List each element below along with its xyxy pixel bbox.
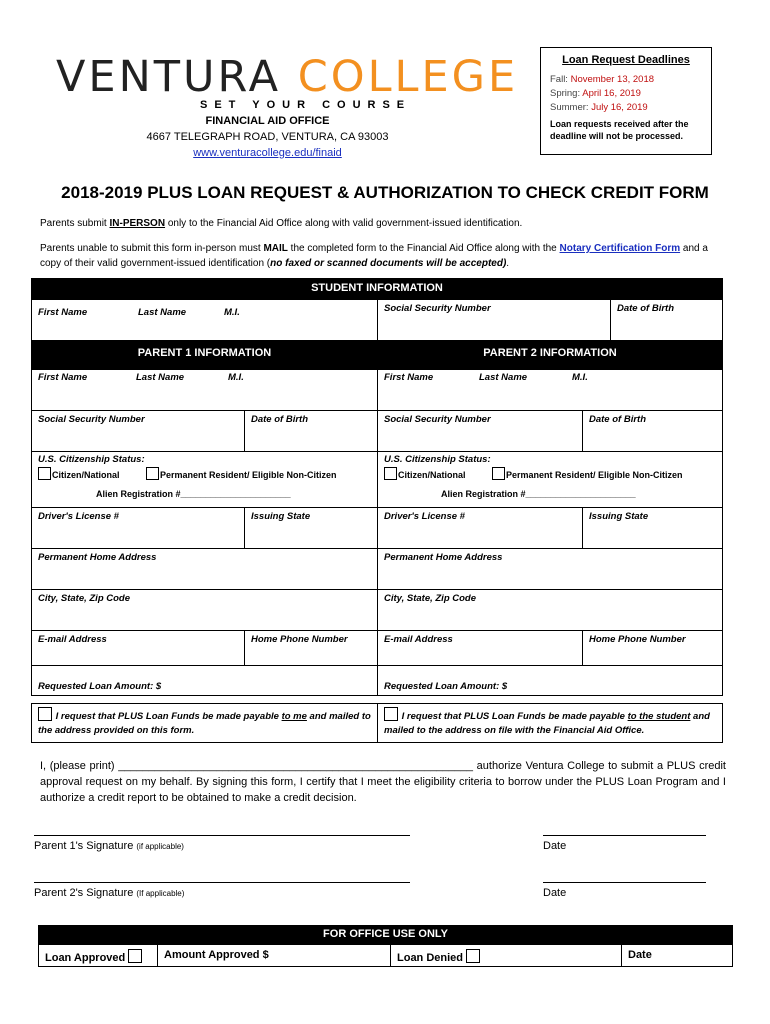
parent1-issuing-state-field[interactable]: Issuing State: [244, 507, 378, 549]
form-title: 2018-2019 PLUS LOAN REQUEST & AUTHORIZATION TO CHECK CREDIT FORM: [61, 183, 709, 202]
parent2-payable-option[interactable]: I request that PLUS Loan Funds be made payable to the student and mailed to the address on file with the Financial Aid Office.: [377, 703, 723, 743]
parent1-citizen-checkbox[interactable]: [38, 467, 51, 480]
deadlines-box: Loan Request Deadlines Fall: November 13, 2018 Spring: April 16, 2019 Summer: July 16, 2019 Loan requests received after the deadline will not be processed.: [540, 47, 712, 155]
parent2-resident-checkbox[interactable]: [492, 467, 505, 480]
parent2-address-field[interactable]: Permanent Home Address: [377, 548, 723, 590]
parent1-license-field[interactable]: Driver's License #: [31, 507, 245, 549]
student-dob-field[interactable]: Date of Birth: [610, 299, 723, 341]
parent1-payable-checkbox[interactable]: [38, 707, 52, 721]
loan-denied-checkbox[interactable]: [466, 949, 480, 963]
parent1-email-field[interactable]: E-mail Address: [31, 630, 245, 666]
loan-approved-field: Loan Approved: [38, 944, 158, 967]
office-date-field[interactable]: Date: [621, 944, 733, 967]
parent1-signature-label: Parent 1's Signature (if applicable): [34, 840, 184, 852]
spring-deadline: April 16, 2019: [582, 88, 641, 99]
loan-denied-field: Loan Denied: [390, 944, 622, 967]
office-address: 4667 TELEGRAPH ROAD, VENTURA, CA 93003: [146, 131, 389, 143]
parent2-alien-registration[interactable]: Alien Registration #______________________: [441, 489, 636, 499]
parent1-payable-option[interactable]: I request that PLUS Loan Funds be made payable to me and mailed to the address provided on this form.: [31, 703, 378, 743]
parent1-alien-registration[interactable]: Alien Registration #______________________: [96, 489, 291, 499]
parent2-date-line[interactable]: [543, 882, 706, 883]
parent2-signature-label: Parent 2's Signature (If applicable): [34, 887, 185, 899]
parent2-signature-line[interactable]: [34, 882, 410, 883]
parent1-signature-line[interactable]: [34, 835, 410, 836]
deadline-note: Loan requests received after the deadline will not be processed.: [550, 119, 689, 141]
student-info-header: STUDENT INFORMATION: [31, 278, 723, 299]
parent1-resident-checkbox[interactable]: [146, 467, 159, 480]
parent1-address-field[interactable]: Permanent Home Address: [31, 548, 378, 590]
parent1-ssn-field[interactable]: Social Security Number: [31, 410, 245, 452]
office-use-header: FOR OFFICE USE ONLY: [38, 925, 733, 944]
parent1-city-field[interactable]: City, State, Zip Code: [31, 589, 378, 631]
loan-approved-checkbox[interactable]: [128, 949, 142, 963]
parent1-dob-field[interactable]: Date of Birth: [244, 410, 378, 452]
parent2-citizen-checkbox[interactable]: [384, 467, 397, 480]
parent2-phone-field[interactable]: Home Phone Number: [582, 630, 723, 666]
authorization-statement: I, (please print) __________________________________________________________ authorize Ventura College to submit a PLUS credit approval request on my behalf. By signing this form, I certify that I meet the eligibility criteria to borrow under the PLUS Loan Program and I authorize a credit report to be obtained to make a credit decision.: [40, 760, 726, 804]
parent1-amount-field[interactable]: Requested Loan Amount: $: [31, 665, 378, 696]
instructions-in-person: Parents submit IN-PERSON only to the Financial Aid Office along with valid government-issued identification.: [40, 218, 523, 229]
parent1-header: PARENT 1 INFORMATION: [31, 341, 378, 369]
parent2-header: PARENT 2 INFORMATION: [377, 341, 723, 369]
tagline: SET YOUR COURSE: [200, 99, 412, 111]
parent2-license-field[interactable]: Driver's License #: [377, 507, 583, 549]
summer-deadline: July 16, 2019: [591, 102, 648, 113]
fall-deadline: November 13, 2018: [570, 74, 655, 85]
instructions-mail: Parents unable to submit this form in-person must MAIL the completed form to the Financial Aid Office along with the Notary Certification Form and a copy of their valid government-issued identification (no faxed or scanned documents will be accepted).: [40, 243, 708, 269]
parent2-issuing-state-field[interactable]: Issuing State: [582, 507, 723, 549]
student-name-field[interactable]: [31, 299, 378, 341]
finaid-link[interactable]: www.venturacollege.edu/finaid: [193, 147, 342, 159]
parent2-date-label: Date: [543, 887, 567, 899]
amount-approved-field[interactable]: Amount Approved $: [157, 944, 391, 967]
student-ssn-field[interactable]: Social Security Number: [377, 299, 611, 341]
parent2-payable-checkbox[interactable]: [384, 707, 398, 721]
office-name: FINANCIAL AID OFFICE: [205, 115, 330, 127]
parent2-city-field[interactable]: City, State, Zip Code: [377, 589, 723, 631]
parent1-date-line[interactable]: [543, 835, 706, 836]
parent2-amount-field[interactable]: Requested Loan Amount: $: [377, 665, 723, 696]
parent1-phone-field[interactable]: Home Phone Number: [244, 630, 378, 666]
parent1-date-label: Date: [543, 840, 567, 852]
parent2-email-field[interactable]: E-mail Address: [377, 630, 583, 666]
parent2-dob-field[interactable]: Date of Birth: [582, 410, 723, 452]
ventura-college-logo: VENTURA COLLEGE: [56, 52, 519, 102]
notary-form-link[interactable]: Notary Certification Form: [559, 243, 681, 254]
deadlines-title: Loan Request Deadlines: [562, 54, 690, 66]
parent2-ssn-field[interactable]: Social Security Number: [377, 410, 583, 452]
